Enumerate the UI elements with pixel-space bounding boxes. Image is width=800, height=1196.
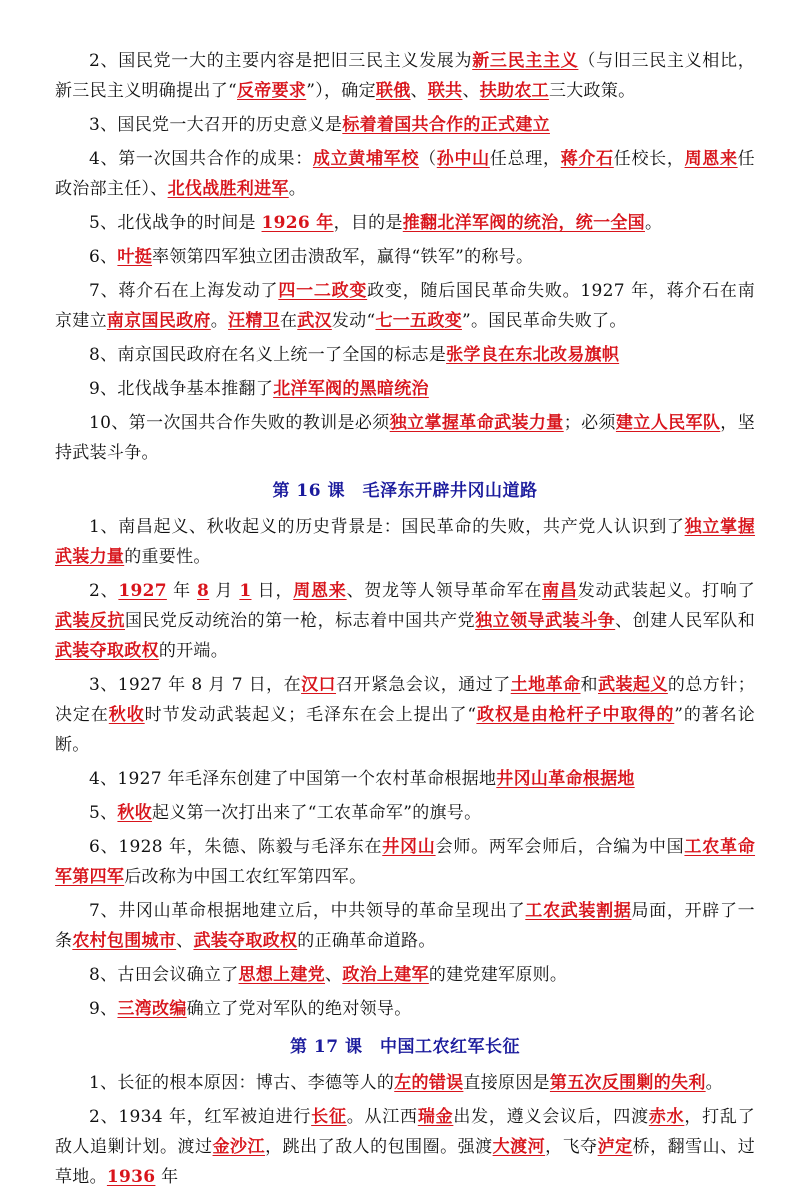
text-run: 、: [410, 81, 428, 101]
text-run: 确立了党对军队的绝对领导。: [186, 999, 412, 1019]
text-run: （与旧三民主义相比，新三民主义明确提出了“: [55, 51, 755, 101]
text-run: 5、: [89, 803, 118, 823]
text-run: ”的著名论断。: [55, 705, 755, 755]
highlighted-answer: 井冈山革命根据地: [496, 769, 635, 789]
text-run: ；必须: [563, 413, 616, 433]
highlighted-answer: 瑞金: [417, 1107, 454, 1127]
highlighted-answer: 三湾改编: [117, 999, 187, 1019]
highlighted-answer: 独立掌握革命武装力量: [389, 413, 564, 433]
text-run: 。: [644, 213, 663, 233]
highlighted-answer: 叶挺: [117, 247, 153, 267]
text-run: 会师。两军会师后，合编为中国: [435, 837, 685, 857]
text-run: 任校长，: [613, 149, 685, 169]
text-run: 6、: [89, 247, 118, 267]
text-run: 4、第一次国共合作的成果：: [89, 149, 313, 169]
text-run: 在: [279, 311, 298, 331]
highlighted-answer: 金沙江: [212, 1137, 266, 1157]
highlighted-answer: 汪精卫: [228, 311, 280, 331]
highlighted-answer: 长征: [311, 1107, 347, 1127]
numbered-item: [55, 242, 755, 272]
numbered-item: [55, 144, 755, 204]
numbered-item: [55, 110, 755, 140]
highlighted-answer: 反帝要求: [237, 81, 307, 101]
document-page: [55, 46, 755, 1196]
highlighted-answer: 独立掌握武装力量: [55, 517, 756, 567]
text-run: 。: [288, 179, 307, 199]
highlighted-answer: 工农武装割据: [525, 901, 632, 921]
highlighted-answer: 四一二政变: [278, 281, 368, 301]
highlighted-answer: 周恩来: [293, 581, 347, 601]
highlighted-answer: 汉口: [301, 675, 337, 695]
highlighted-answer: 北洋军阀的黑暗统治: [273, 379, 429, 399]
text-run: 8、古田会议确立了: [89, 965, 239, 985]
text-run: 、: [176, 931, 194, 951]
highlighted-answer: 武汉: [297, 311, 332, 331]
text-run: 政变，随后国民革命失败。1927 年，蒋介石在南京建立: [55, 281, 755, 331]
text-run: 2、国民党一大的主要内容是把旧三民主义发展为: [89, 51, 473, 71]
highlighted-answer: 联俄: [375, 81, 411, 101]
text-run: 局面，开辟了一条: [55, 901, 755, 951]
highlighted-answer: 1936: [106, 1167, 156, 1187]
text-run: （: [419, 149, 437, 169]
highlighted-answer: 政治上建军: [342, 965, 429, 985]
text-run: 。: [705, 1073, 723, 1093]
text-run: 时节发动武装起义；毛泽东在会上提出了“: [144, 705, 477, 725]
numbered-item: [55, 798, 755, 828]
highlighted-answer: 建立人民军队: [615, 413, 721, 433]
numbered-item: [55, 832, 755, 892]
numbered-item: [55, 896, 755, 956]
text-run: 6、1928 年，朱德、陈毅与毛泽东在: [89, 837, 383, 857]
text-run: 3、国民党一大召开的历史意义是: [89, 115, 343, 135]
highlighted-answer: 井冈山: [382, 837, 436, 857]
text-run: ，打乱了敌人追剿计划。渡过: [55, 1107, 756, 1157]
text-run: 、: [325, 965, 343, 985]
text-run: 1、南昌起义、秋收起义的历史背景是：国民革命的失败，共产党人认识到了: [89, 517, 685, 537]
text-run: 9、: [89, 999, 118, 1019]
numbered-item: [55, 764, 755, 794]
highlighted-answer: 孙中山: [436, 149, 490, 169]
highlighted-answer: 武装夺取政权: [55, 641, 159, 661]
highlighted-answer: 成立黄埔军校: [312, 149, 420, 169]
text-run: 出发，遵义会议后，四渡: [453, 1107, 649, 1127]
text-run: 起义第一次打出来了“工农革命军”的旗号。: [152, 803, 482, 823]
highlighted-answer: 南京国民政府: [106, 311, 211, 331]
text-run: 桥，翻雪山、过草地。: [55, 1137, 755, 1187]
text-run: ，飞夺: [545, 1137, 598, 1157]
text-run: 7、蒋介石在上海发动了: [89, 281, 279, 301]
text-run: 1、长征的根本原因：博古、李德等人的: [89, 1073, 395, 1093]
highlighted-answer: 周恩来: [684, 149, 738, 169]
text-run: 直接原因是: [463, 1073, 550, 1093]
highlighted-answer: 1926 年: [261, 213, 334, 233]
numbered-item: [55, 276, 755, 336]
highlighted-answer: 蒋介石: [560, 149, 614, 169]
highlighted-answer: 武装反抗: [55, 611, 126, 631]
text-run: 9、北伐战争基本推翻了: [89, 379, 274, 399]
text-run: ”），确定: [306, 81, 376, 101]
text-run: 的重要性。: [124, 547, 211, 567]
highlighted-answer: 思想上建党: [238, 965, 326, 985]
highlighted-answer: 推翻北洋军阀的统治，统一全国: [402, 213, 645, 233]
highlighted-answer: 左的错误: [394, 1073, 464, 1093]
text-run: 的建党建军原则。: [428, 965, 568, 985]
text-run: 日，: [251, 581, 294, 601]
highlighted-answer: 新三民主主义: [472, 51, 579, 71]
text-run: 2、: [89, 581, 119, 601]
highlighted-answer: 第五次反围剿的失利: [549, 1073, 706, 1093]
highlighted-answer: 1: [239, 581, 252, 601]
text-run: 召开紧急会议，通过了: [336, 675, 511, 695]
highlighted-answer: 8: [197, 581, 210, 601]
text-run: 。: [210, 311, 229, 331]
text-run: 2、1934 年，红军被迫进行: [89, 1107, 312, 1127]
highlighted-answer: 张学良在东北改易旗帜: [446, 345, 620, 365]
text-run: 率领第四军独立团击溃敌军，赢得“铁军”的称号。: [152, 247, 534, 267]
text-run: 的开端。: [158, 641, 229, 661]
numbered-item: [55, 340, 755, 370]
numbered-item: [55, 576, 755, 666]
text-run: 任总理，: [489, 149, 561, 169]
text-run: 年: [166, 581, 198, 601]
highlighted-answer: 农村包围城市: [72, 931, 177, 951]
text-run: 、创建人民军队和: [615, 611, 756, 631]
numbered-item: [55, 1068, 755, 1098]
text-run: 。从江西: [346, 1107, 418, 1127]
text-run: 的总方针；决定在: [55, 675, 756, 725]
text-run: 8、南京国民政府在名义上统一了全国的标志是: [89, 345, 447, 365]
text-run: 3、1927 年 8 月 7 日，在: [89, 675, 302, 695]
lesson-heading: 第 17 课 中国工农红军长征: [290, 1037, 520, 1057]
highlighted-answer: 政权是由枪杆子中取得的: [476, 705, 675, 725]
text-run: 后改称为中国工农红军第四军。: [124, 867, 367, 887]
highlighted-answer: 联共: [427, 81, 463, 101]
numbered-item: [55, 1102, 755, 1192]
text-run: 三大政策。: [548, 81, 636, 101]
text-run: 7、井冈山革命根据地建立后，中共领导的革命呈现出了: [89, 901, 526, 921]
text-run: 月: [209, 581, 240, 601]
highlighted-answer: 大渡河: [492, 1137, 546, 1157]
highlighted-answer: 武装夺取政权: [193, 931, 298, 951]
highlighted-answer: 工农革命军第四军: [55, 837, 756, 887]
text-run: 发动武装起义。打响了: [577, 581, 756, 601]
highlighted-answer: 秋收: [108, 705, 145, 725]
text-run: 、: [462, 81, 480, 101]
highlighted-answer: 秋收: [117, 803, 153, 823]
highlighted-answer: 七一五政变: [375, 311, 462, 331]
numbered-item: [55, 208, 755, 238]
text-run: 5、北伐战争的时间是: [89, 213, 262, 233]
highlighted-answer: 独立领导武装斗争: [475, 611, 616, 631]
numbered-item: [55, 374, 755, 404]
text-run: 年: [155, 1167, 179, 1187]
highlighted-answer: 扶助农工: [479, 81, 549, 101]
text-run: 4、1927 年毛泽东创建了中国第一个农村革命根据地: [89, 769, 497, 789]
text-run: 的正确革命道路。: [297, 931, 436, 951]
lesson-heading: 第 16 课 毛泽东开辟井冈山道路: [272, 481, 538, 501]
text-run: ，目的是: [333, 213, 403, 233]
text-run: 任政治部主任）、: [55, 149, 755, 199]
numbered-item: [55, 46, 755, 106]
numbered-item: [55, 408, 755, 468]
highlighted-answer: 泸定: [597, 1137, 633, 1157]
highlighted-answer: 赤水: [648, 1107, 685, 1127]
text-run: 和: [580, 675, 598, 695]
numbered-item: [55, 960, 755, 990]
highlighted-answer: 南昌: [542, 581, 578, 601]
text-run: ”。国民革命失败了。: [461, 311, 627, 331]
highlighted-answer: 1927: [118, 581, 167, 601]
highlighted-answer: 标着着国共合作的正式建立: [342, 115, 550, 135]
highlighted-answer: 北伐战胜利进军: [167, 179, 289, 199]
text-run: 10、第一次国共合作失败的教训是必须: [89, 413, 390, 433]
highlighted-answer: 土地革命: [510, 675, 581, 695]
numbered-item: [55, 670, 755, 760]
numbered-item: [55, 994, 755, 1024]
text-run: 国民党反动统治的第一枪，标志着中国共产党: [125, 611, 476, 631]
text-run: ，坚持武装斗争。: [55, 413, 755, 463]
numbered-item: [55, 512, 755, 572]
highlighted-answer: 武装起义: [598, 675, 668, 695]
text-run: 、贺龙等人领导革命军在: [346, 581, 543, 601]
text-run: ，跳出了敌人的包围圈。强渡: [265, 1137, 493, 1157]
text-run: 发动“: [331, 311, 376, 331]
